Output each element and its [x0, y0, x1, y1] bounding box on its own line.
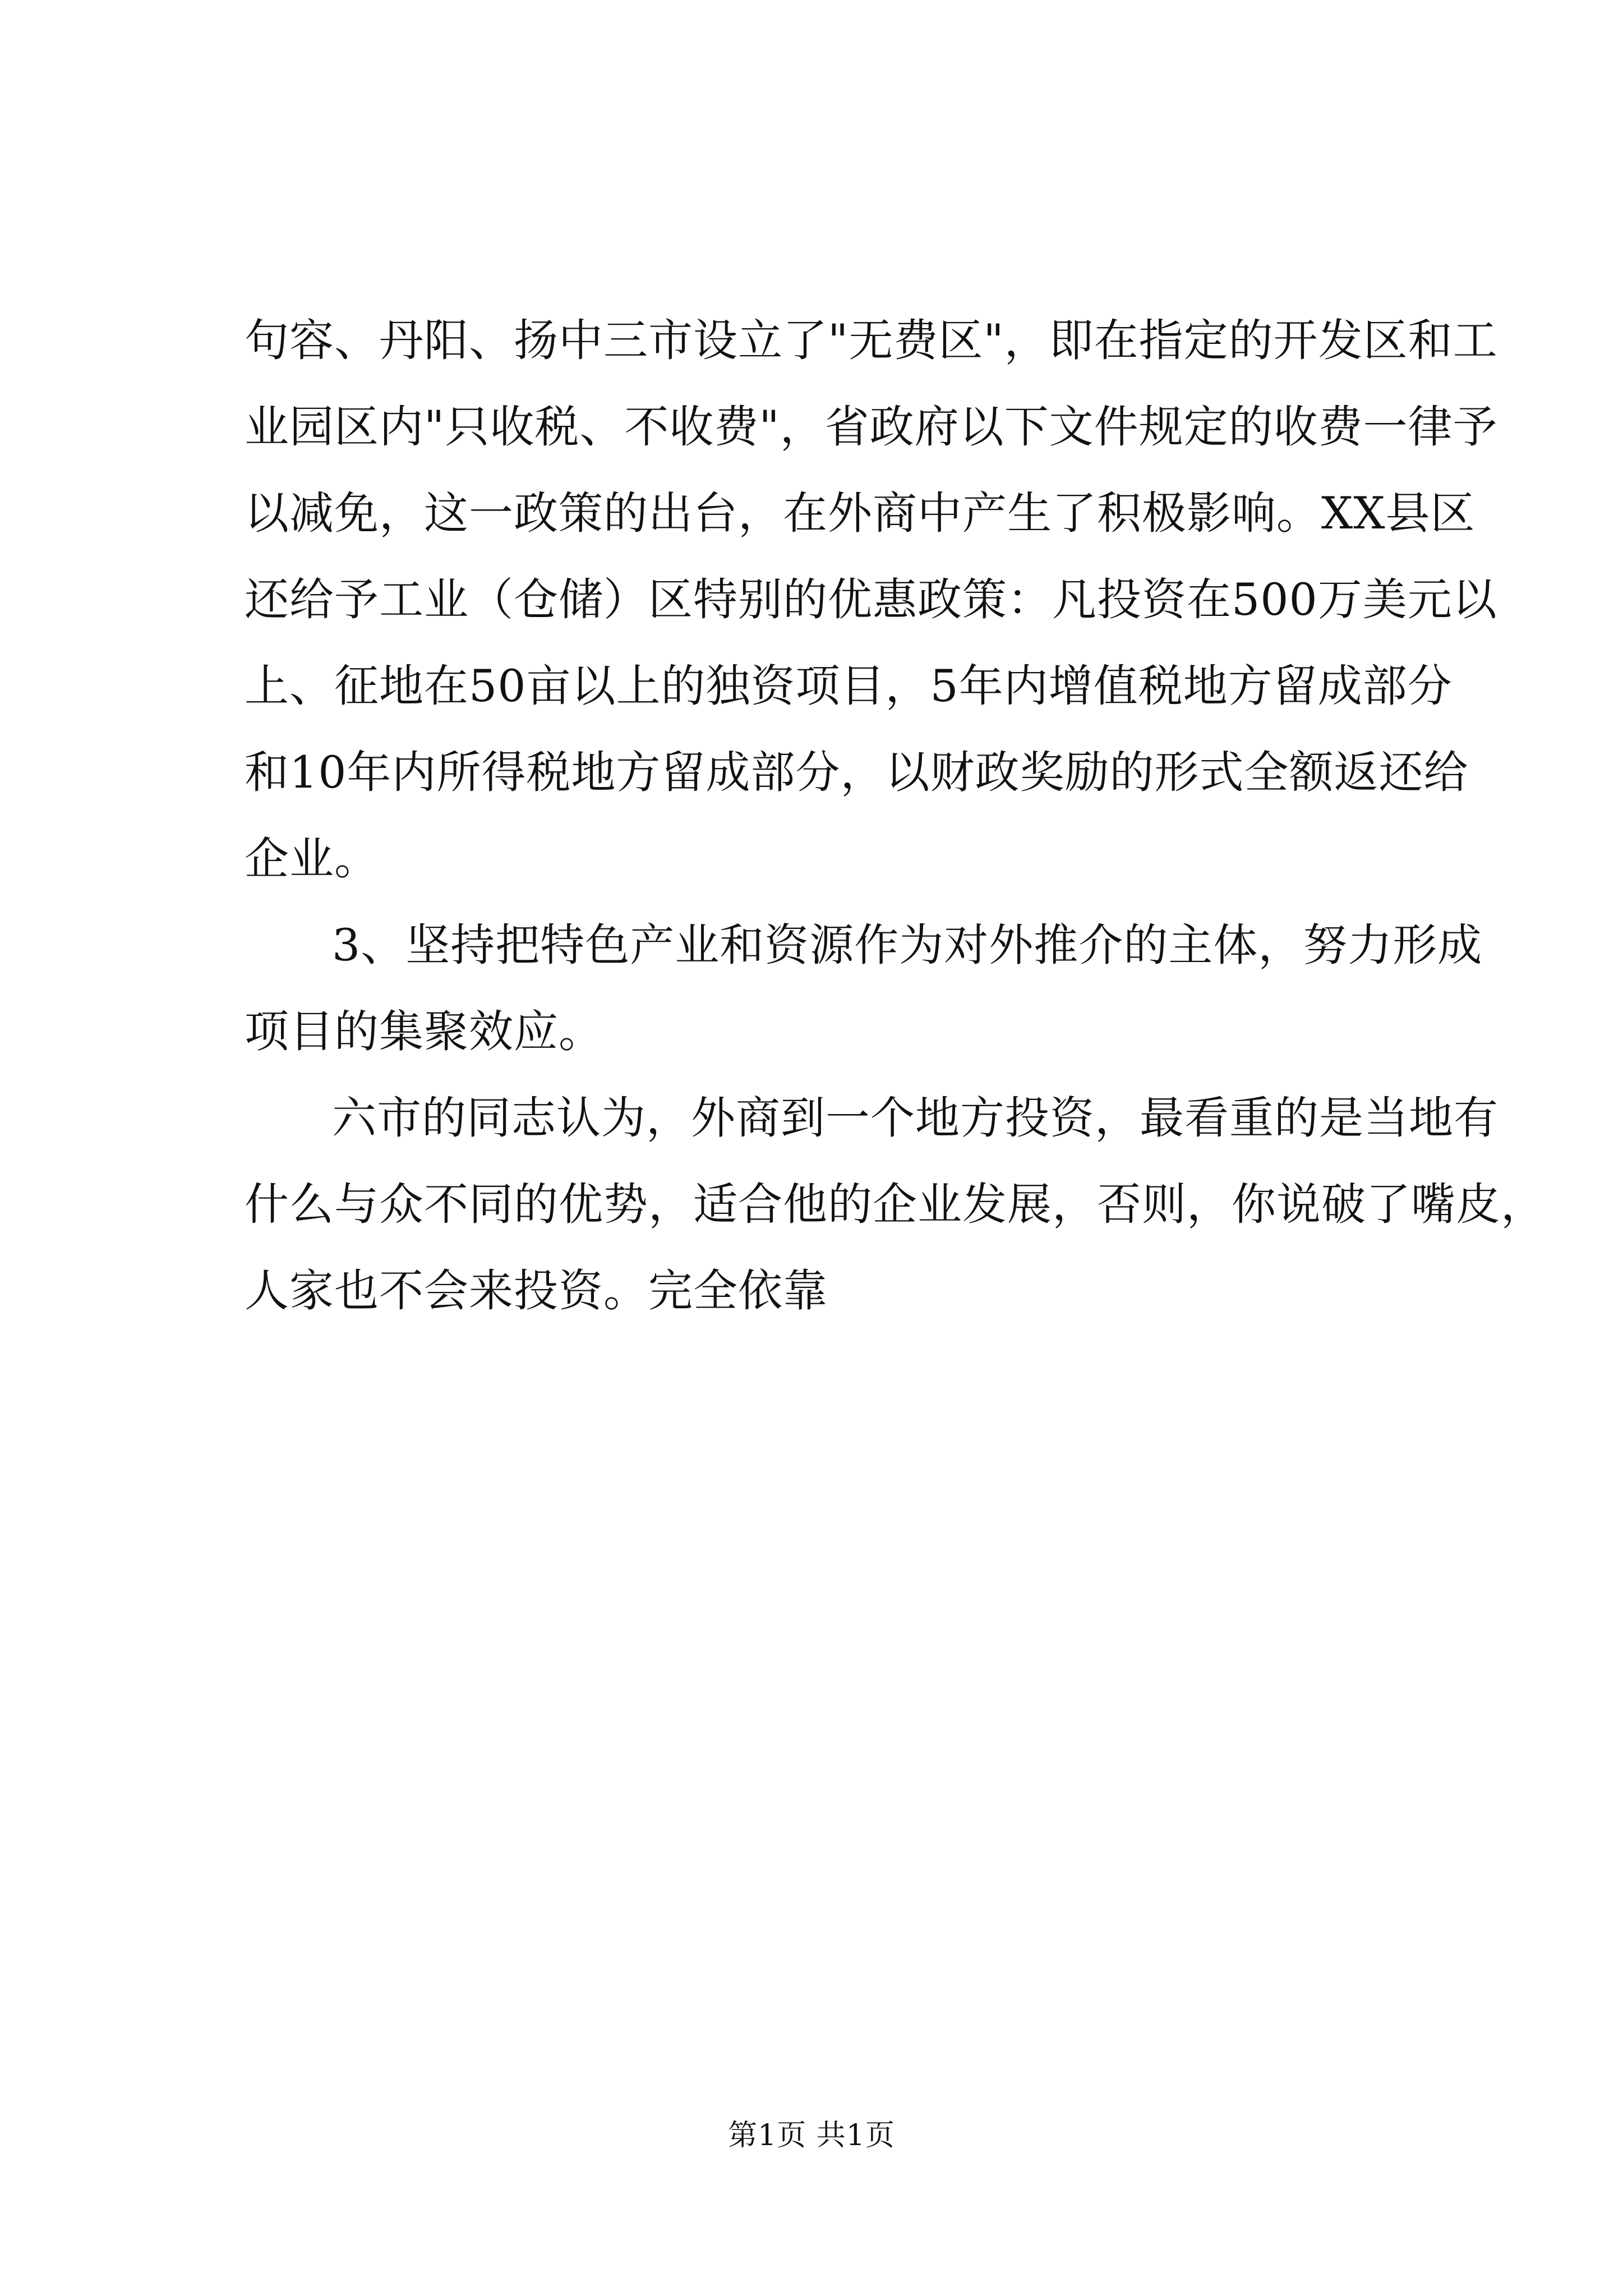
text-line: 以减免，这一政策的出台，在外商中产生了积极影响。XX县区 [245, 487, 1476, 539]
text-line: 句容、丹阳、扬中三市设立了"无费区"，即在指定的开发区和工 [245, 315, 1498, 366]
section-heading-line: 项目的集聚效应。 [245, 1006, 603, 1057]
paragraph-first-line: 六市的同志认为，外商到一个地方投资，最看重的是当地有 [332, 1092, 1498, 1144]
text-line: 什么与众不同的优势，适合他的企业发展，否则，你说破了嘴皮， [245, 1179, 1546, 1230]
text-line: 还给予工业（仓储）区特别的优惠政策：凡投资在500万美元以 [245, 574, 1497, 625]
page-number-footer: 第1页 共1页 [728, 2119, 895, 2152]
text-line: 上、征地在50亩以上的独资项目，5年内增值税地方留成部分 [245, 660, 1453, 712]
document-body [245, 297, 1546, 1334]
text-line: 人家也不会来投资。完全依靠 [245, 1265, 828, 1317]
section-heading-line: 3、坚持把特色产业和资源作为对外推介的主体，努力形成 [332, 919, 1483, 971]
text-line: 和10年内所得税地方留成部分，以财政奖励的形式全额返还给 [245, 747, 1469, 798]
text-line: 业园区内"只收税、不收费"，省政府以下文件规定的收费一律予 [245, 401, 1498, 453]
text-line: 企业。 [245, 833, 379, 885]
